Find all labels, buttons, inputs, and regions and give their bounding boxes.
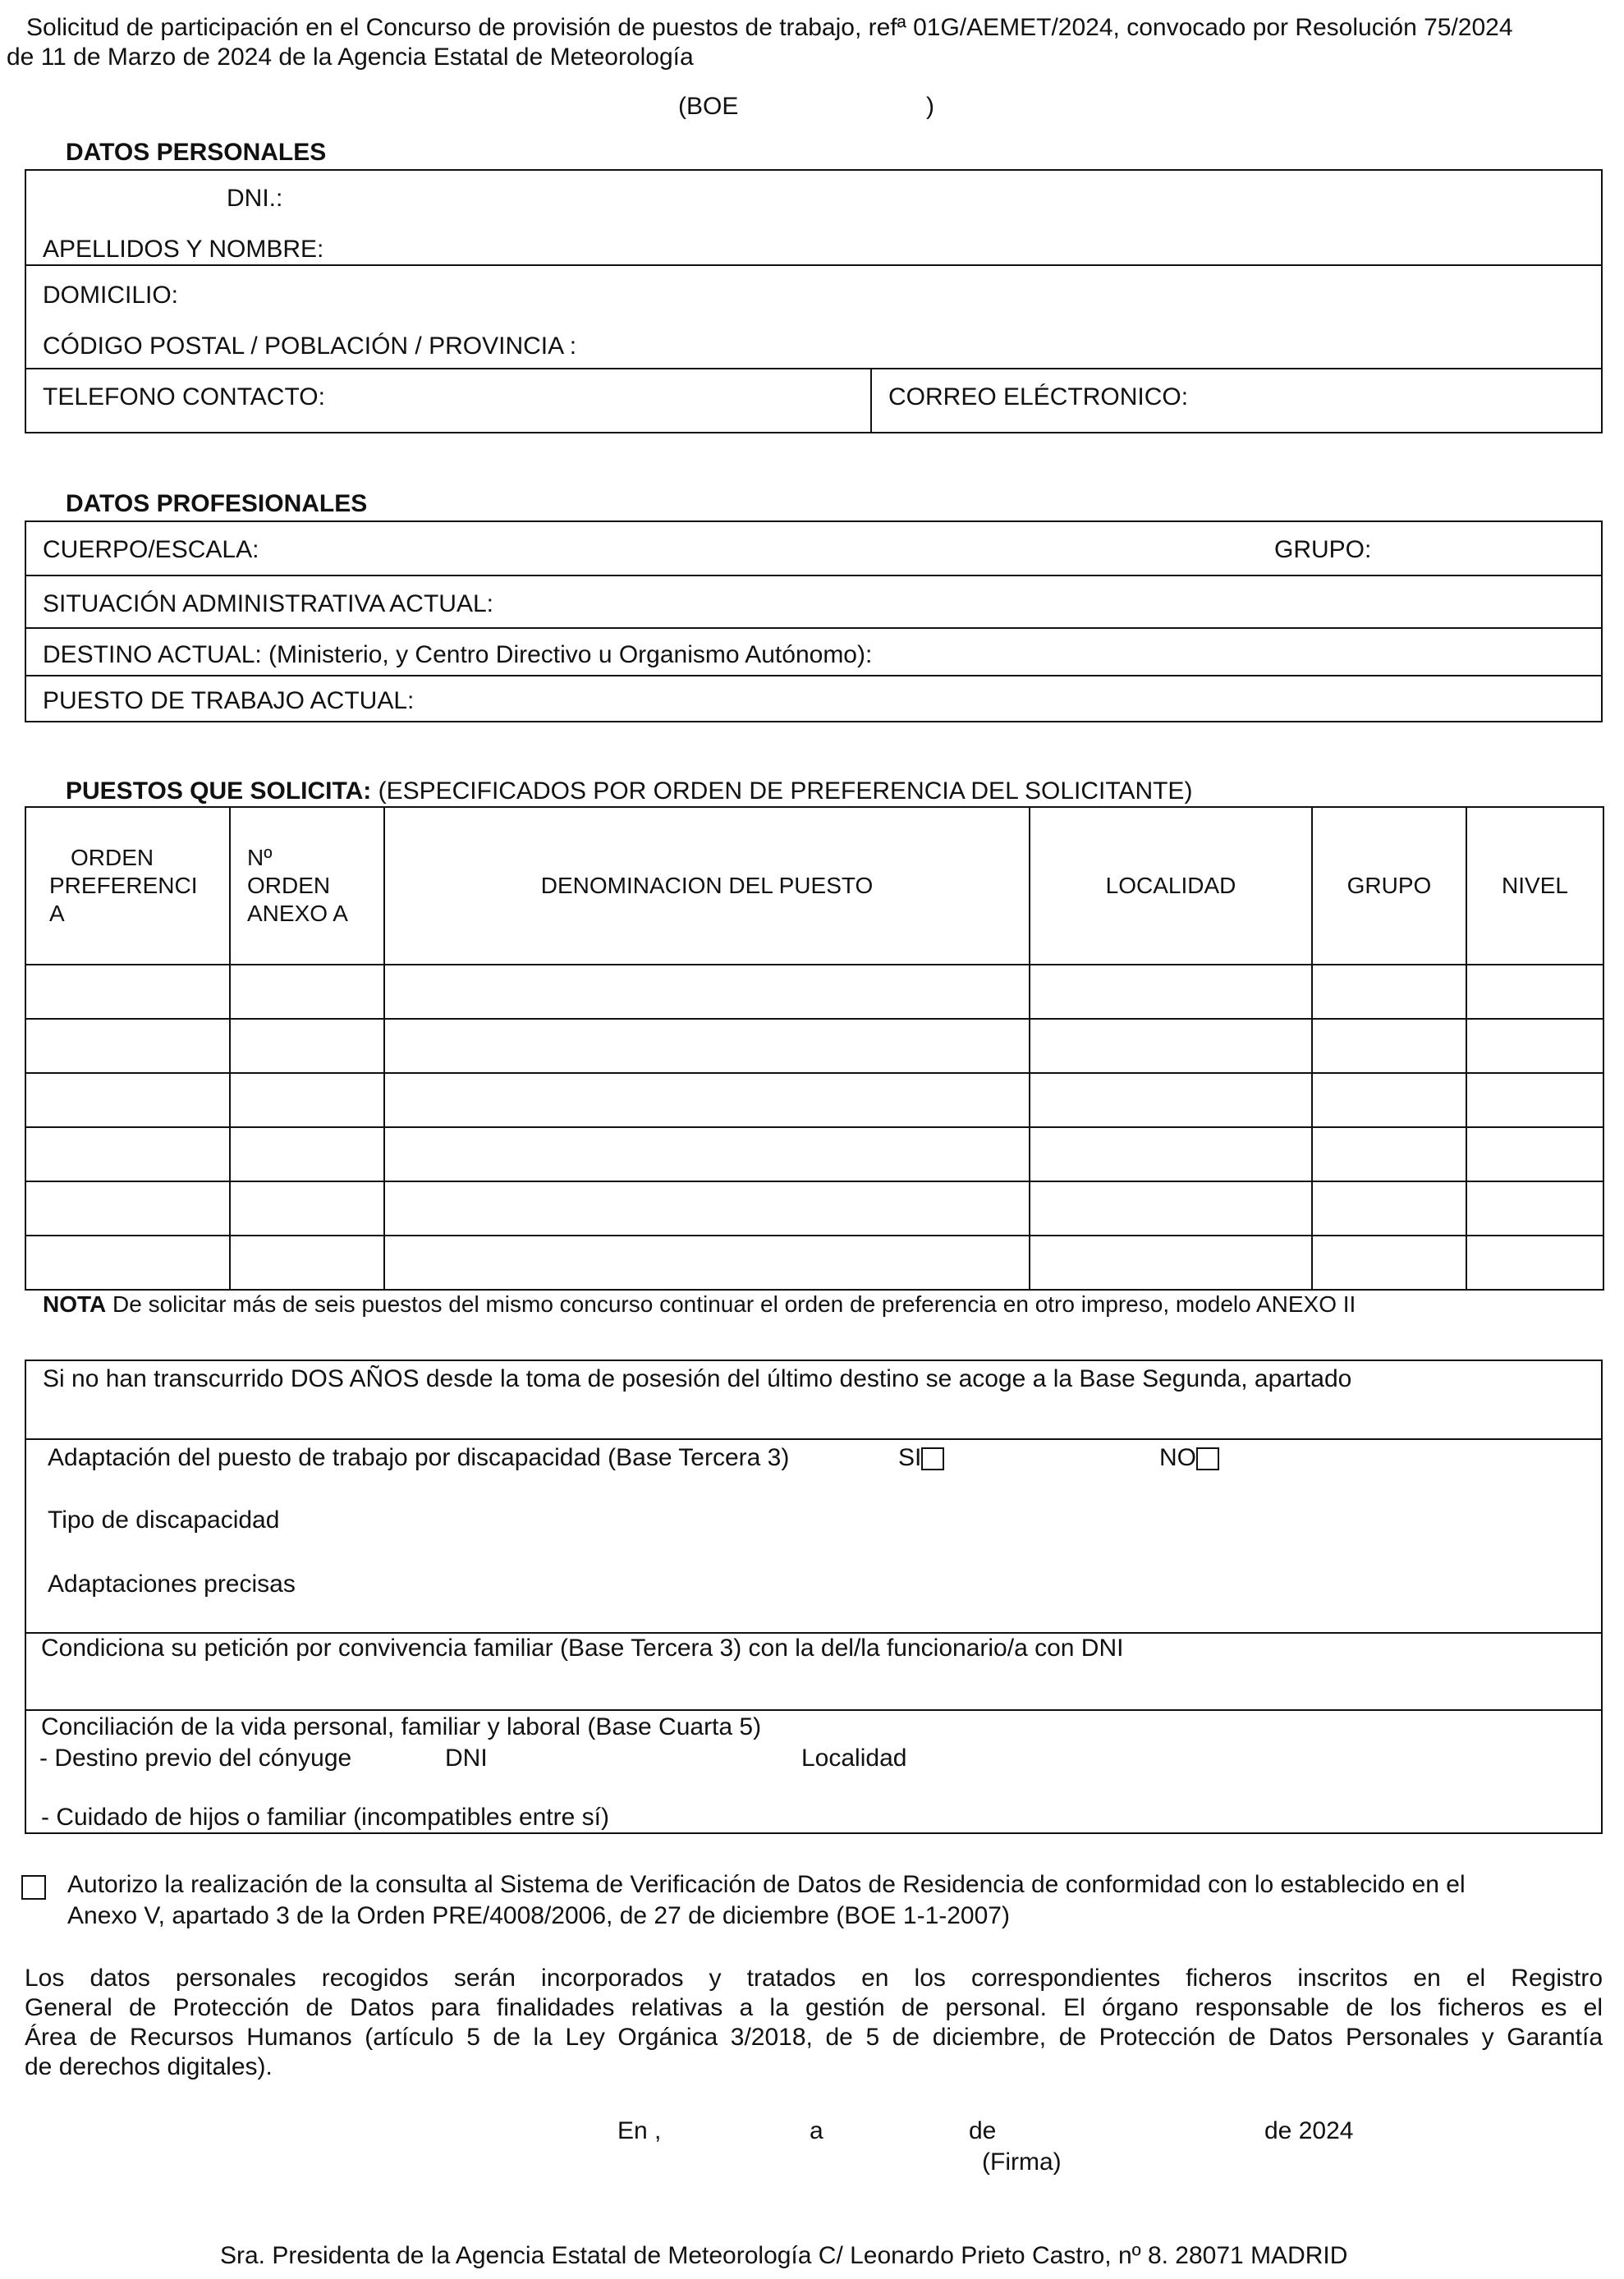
signature-year-label: de 2024 — [1264, 2117, 1354, 2144]
corps-label[interactable]: CUERPO/ESCALA: — [43, 536, 259, 563]
family-condition-label[interactable]: Condiciona su petición por convivencia familiar (Base Tercera 3) con la del/la funcionario/a con DNI — [41, 1635, 1124, 1662]
postal-code-label[interactable]: CÓDIGO POSTAL / POBLACIÓN / PROVINCIA : — [43, 332, 577, 360]
col-header-order-line: PREFERENCI — [49, 873, 198, 898]
consent-line-1: Autorizo la realización de la consulta al Sistema de Verificación de Datos de Residencia de conformidad con lo establecido en el — [67, 1871, 1466, 1898]
boe-close: ) — [926, 93, 934, 120]
no-label: NO — [1159, 1444, 1196, 1471]
col-header-annex-line: ANEXO A — [247, 901, 348, 926]
table-cell[interactable] — [384, 1019, 1030, 1073]
signature-label[interactable]: (Firma) — [982, 2148, 1062, 2176]
spouse-locality-label[interactable]: Localidad — [801, 1745, 907, 1772]
table-cell[interactable] — [1466, 1127, 1603, 1181]
table-cell[interactable] — [1466, 965, 1603, 1019]
col-header-order-line: A — [49, 901, 65, 926]
privacy-line-4: de derechos digitales). — [25, 2053, 273, 2080]
professional-data-title: DATOS PROFESIONALES — [66, 490, 368, 517]
divider — [25, 368, 1603, 369]
adaptation-yes-option[interactable] — [898, 1443, 944, 1473]
table-cell[interactable] — [25, 965, 230, 1019]
table-cell[interactable] — [1312, 965, 1466, 1019]
conciliation-label: Conciliación de la vida personal, familiar y laboral (Base Cuarta 5) — [41, 1713, 762, 1740]
col-header-locality: LOCALIDAD — [1030, 807, 1312, 965]
consent-checkbox[interactable] — [21, 1875, 46, 1900]
table-cell[interactable] — [1030, 1127, 1312, 1181]
col-header-level: NIVEL — [1466, 807, 1603, 965]
personal-data-title: DATOS PERSONALES — [66, 139, 327, 166]
table-cell[interactable] — [384, 965, 1030, 1019]
group-label[interactable]: GRUPO: — [1274, 536, 1372, 563]
col-header-annex-line: Nº — [247, 845, 273, 870]
table-cell[interactable] — [1312, 1181, 1466, 1236]
table-row — [25, 1019, 1603, 1073]
yes-checkbox[interactable] — [921, 1447, 944, 1470]
table-cell[interactable] — [230, 965, 384, 1019]
table-cell[interactable] — [1030, 1073, 1312, 1127]
note-bold: NOTA — [43, 1291, 107, 1317]
divider — [25, 675, 1603, 676]
table-cell[interactable] — [384, 1073, 1030, 1127]
admin-situation-label[interactable]: SITUACIÓN ADMINISTRATIVA ACTUAL: — [43, 590, 493, 617]
signature-place-label[interactable]: En , — [617, 2117, 662, 2144]
table-cell[interactable] — [230, 1073, 384, 1127]
phone-label[interactable]: TELEFONO CONTACTO: — [43, 383, 325, 410]
table-cell[interactable] — [1466, 1073, 1603, 1127]
table-cell[interactable] — [1312, 1019, 1466, 1073]
current-destination-label[interactable]: DESTINO ACTUAL: (Ministerio, y Centro Directivo u Organismo Autónomo): — [43, 641, 873, 668]
table-header-row — [25, 807, 1603, 965]
table-cell[interactable] — [230, 1236, 384, 1290]
two-years-text: Si no han transcurrido DOS AÑOS desde la toma de posesión del último destino se acoge a la Base Segunda, apartado — [43, 1365, 1352, 1392]
positions-title-bold: PUESTOS QUE SOLICITA: — [66, 777, 372, 805]
positions-title-rest: (ESPECIFICADOS POR ORDEN DE PREFERENCIA DEL SOLICITANTE) — [371, 777, 1193, 805]
divider — [25, 575, 1603, 576]
table-row — [25, 1181, 1603, 1236]
divider — [25, 1438, 1603, 1440]
table-row — [25, 965, 1603, 1019]
table-cell[interactable] — [384, 1236, 1030, 1290]
table-cell[interactable] — [1466, 1181, 1603, 1236]
table-cell[interactable] — [25, 1236, 230, 1290]
header-line-2: de 11 de Marzo de 2024 de la Agencia Estatal de Meteorología — [7, 44, 694, 71]
table-cell[interactable] — [384, 1127, 1030, 1181]
table-cell[interactable] — [25, 1073, 230, 1127]
table-cell[interactable] — [1466, 1019, 1603, 1073]
dni-label[interactable]: DNI.: — [227, 185, 283, 212]
no-checkbox[interactable] — [1196, 1447, 1219, 1470]
table-cell[interactable] — [1312, 1073, 1466, 1127]
col-header-group: GRUPO — [1312, 807, 1466, 965]
table-row — [25, 1073, 1603, 1127]
privacy-line-1: Los datos personales recogidos serán incorporados y tratados en los correspondientes ficheros inscritos en el Registro — [25, 1965, 1603, 1992]
table-row — [25, 1127, 1603, 1181]
note — [43, 1291, 1356, 1318]
signature-month-label[interactable]: de — [969, 2117, 997, 2144]
table-cell[interactable] — [230, 1019, 384, 1073]
table-cell[interactable] — [230, 1181, 384, 1236]
table-cell[interactable] — [1312, 1236, 1466, 1290]
boe-open: (BOE — [678, 93, 739, 120]
divider — [25, 627, 1603, 629]
header-line-1: Solicitud de participación en el Concurso de provisión de puestos de trabajo, refª 01G/AEMET/2024, convocado por Resolución 75/2024 — [26, 14, 1513, 41]
spouse-dni-label[interactable]: DNI — [445, 1745, 488, 1772]
table-cell[interactable] — [25, 1181, 230, 1236]
adaptation-no-option[interactable] — [1159, 1443, 1219, 1473]
note-text: De solicitar más de seis puestos del mismo concurso continuar el orden de preferencia en otro impreso, modelo ANEXO II — [106, 1291, 1356, 1317]
col-header-post-name: DENOMINACION DEL PUESTO — [384, 807, 1030, 965]
divider — [870, 368, 872, 433]
table-cell[interactable] — [25, 1019, 230, 1073]
divider — [25, 1709, 1603, 1711]
current-post-label[interactable]: PUESTO DE TRABAJO ACTUAL: — [43, 687, 415, 714]
table-cell[interactable] — [230, 1127, 384, 1181]
table-cell[interactable] — [1030, 1181, 1312, 1236]
adaptation-label: Adaptación del puesto de trabajo por discapacidad (Base Tercera 3) — [48, 1444, 790, 1471]
positions-table — [25, 806, 1604, 1291]
table-cell[interactable] — [1030, 1236, 1312, 1290]
child-care-label[interactable]: - Cuidado de hijos o familiar (incompatibles entre sí) — [41, 1804, 609, 1831]
table-row — [25, 1236, 1603, 1290]
positions-title — [66, 777, 1192, 806]
col-header-annex-line: ORDEN — [247, 873, 331, 898]
col-header-order — [25, 807, 230, 965]
table-cell[interactable] — [1466, 1236, 1603, 1290]
col-header-order-line: ORDEN — [71, 845, 154, 870]
full-name-label[interactable]: APELLIDOS Y NOMBRE: — [43, 236, 324, 263]
table-cell[interactable] — [25, 1127, 230, 1181]
consent-line-2: Anexo V, apartado 3 de la Orden PRE/4008/2006, de 27 de diciembre (BOE 1-1-2007) — [67, 1902, 1010, 1929]
divider — [25, 264, 1603, 266]
yes-label: SI — [898, 1444, 922, 1471]
table-cell[interactable] — [1312, 1127, 1466, 1181]
table-cell[interactable] — [1030, 1019, 1312, 1073]
signature-day-label[interactable]: a — [810, 2117, 823, 2144]
address-label[interactable]: DOMICILIO: — [43, 282, 179, 309]
table-cell[interactable] — [1030, 965, 1312, 1019]
disability-type-label[interactable]: Tipo de discapacidad — [48, 1506, 280, 1534]
privacy-line-3: Área de Recursos Humanos (artículo 5 de la Ley Orgánica 3/2018, de 5 de diciembre, de Protección de Datos Personales y Garantía — [25, 2024, 1603, 2051]
privacy-line-2: General de Protección de Datos para finalidades relativas a la gestión de personal. El órgano responsable de los ficheros es el — [25, 1994, 1603, 2021]
col-header-annex-number — [230, 807, 384, 965]
privacy-text — [25, 1964, 1603, 2082]
table-cell[interactable] — [384, 1181, 1030, 1236]
adaptations-label[interactable]: Adaptaciones precisas — [48, 1571, 296, 1598]
email-label[interactable]: CORREO ELÉCTRONICO: — [888, 383, 1189, 410]
footer-address: Sra. Presidenta de la Agencia Estatal de Meteorología C/ Leonardo Prieto Castro, nº 8. 28071 MADRID — [220, 2242, 1348, 2269]
spouse-destination-label[interactable]: - Destino previo del cónyuge — [39, 1745, 352, 1772]
